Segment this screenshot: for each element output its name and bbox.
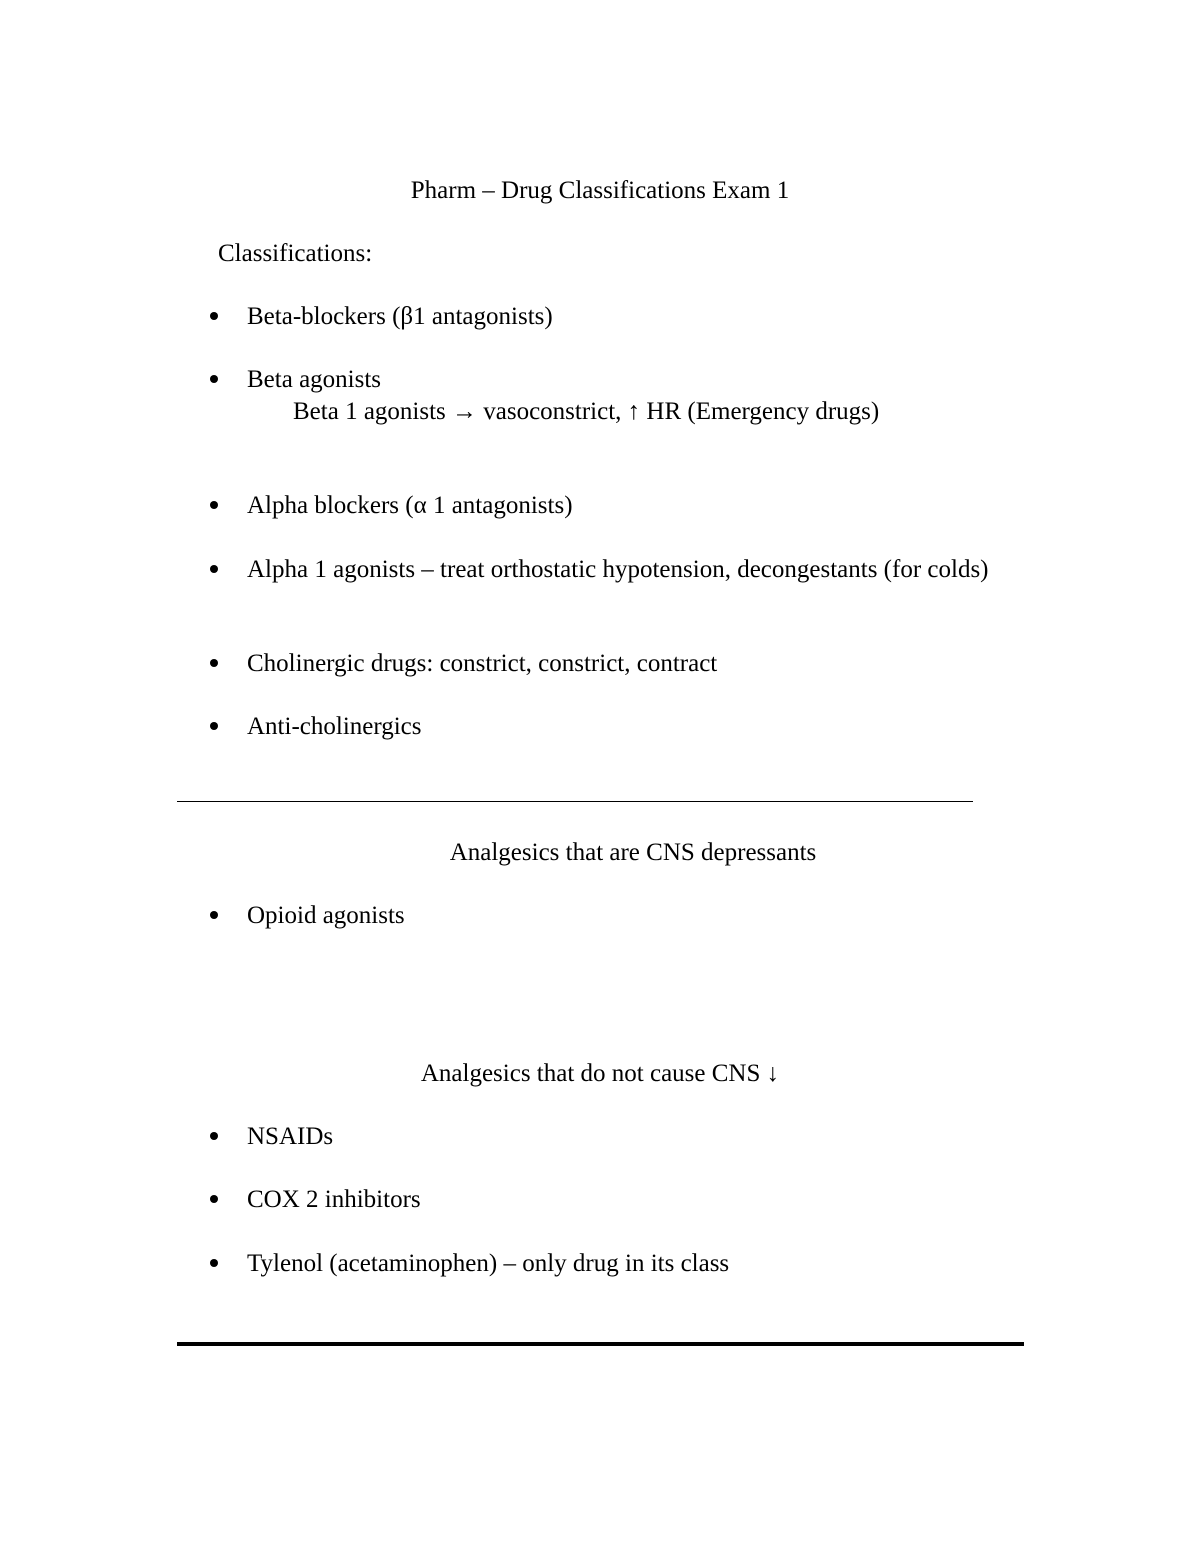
bullet-icon (208, 554, 220, 566)
list-item-text: Alpha blockers (α 1 antagonists) (247, 492, 573, 519)
list-item-text: Anti-cholinergics (247, 713, 422, 740)
list-item-text: Tylenol (acetaminophen) – only drug in its class (247, 1250, 730, 1277)
list-item-text: Alpha 1 agonists – treat orthostatic hypotension, decongestants (for colds) (247, 556, 989, 583)
list-item-text: Beta agonists (247, 366, 382, 393)
section-divider (177, 801, 973, 802)
bullet-icon (208, 301, 220, 313)
section-heading-non-cns: Analgesics that do not cause CNS ↓ (420, 1060, 780, 1087)
list-item-text: Cholinergic drugs: constrict, constrict, contract (247, 650, 718, 677)
bullet-icon (208, 1121, 220, 1133)
page-title: Pharm – Drug Classifications Exam 1 (410, 177, 790, 204)
bullet-icon (208, 1248, 220, 1260)
bullet-icon (208, 490, 220, 502)
page-end-rule (177, 1342, 1024, 1346)
list-item-subline: Beta 1 agonists → vasoconstrict, ↑ HR (Emergency drugs) (293, 398, 880, 425)
list-item-text: NSAIDs (247, 1123, 334, 1150)
bullet-icon (208, 900, 220, 912)
classifications-label: Classifications: (218, 240, 373, 267)
list-item-text: Beta-blockers (β1 antagonists) (247, 303, 553, 330)
bullet-icon (208, 1184, 220, 1196)
list-item-text: Opioid agonists (247, 902, 405, 929)
list-item-text: COX 2 inhibitors (247, 1186, 421, 1213)
bullet-icon (208, 648, 220, 660)
bullet-icon (208, 364, 220, 376)
section-heading-cns-depressants: Analgesics that are CNS depressants (449, 839, 817, 866)
bullet-icon (208, 711, 220, 723)
